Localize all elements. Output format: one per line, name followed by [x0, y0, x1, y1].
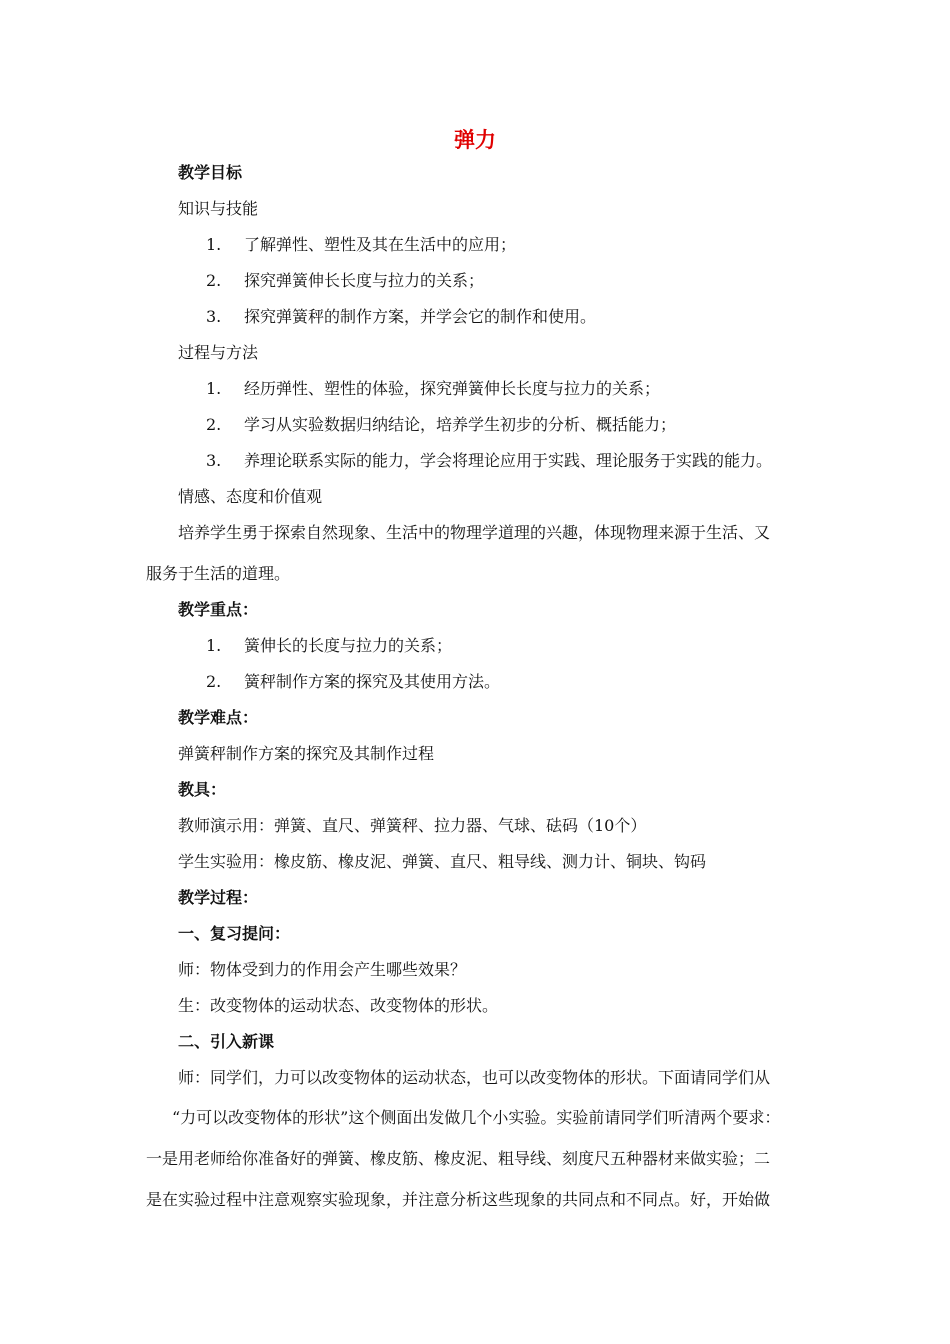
key-point-num: 1.	[206, 636, 222, 655]
emotion-text-line2: 服务于生活的道理。	[146, 564, 291, 583]
process-heading: 过程与方法	[178, 343, 259, 362]
tools-student: 学生实验用：橡皮筋、橡皮泥、弹簧、直尺、粗导线、测力计、铜块、钩码	[178, 852, 707, 871]
paragraph-line: 一是用老师给你准备好的弹簧、橡皮筋、橡皮泥、粗导线、刻度尺五种器材来做实验；二	[146, 1149, 771, 1168]
new-lesson-heading: 二、引入新课	[178, 1032, 275, 1051]
paragraph-line: 是在实验过程中注意观察实验现象，并注意分析这些现象的共同点和不同点。好，开始做	[146, 1190, 771, 1209]
knowledge-heading: 知识与技能	[178, 199, 259, 218]
process-item-num: 1.	[206, 379, 222, 398]
teaching-process-heading: 教学过程：	[178, 888, 259, 907]
student-answer: 生：改变物体的运动状态、改变物体的形状。	[178, 996, 499, 1015]
knowledge-item-num: 1.	[206, 235, 222, 254]
paragraph-line: “力可以改变物体的形状”这个侧面出发做几个小实验。实验前请同学们听清两个要求：	[172, 1108, 781, 1127]
tools-heading: 教具：	[178, 780, 227, 799]
key-point-text: 簧伸长的长度与拉力的关系；	[244, 636, 453, 655]
process-item-text: 学习从实验数据归纳结论，培养学生初步的分析、概括能力；	[244, 415, 677, 434]
teacher-question: 师：物体受到力的作用会产生哪些效果？	[178, 960, 467, 979]
knowledge-item-num: 2.	[206, 271, 222, 290]
knowledge-item-num: 3.	[206, 307, 222, 326]
knowledge-item-text: 探究弹簧伸长长度与拉力的关系；	[244, 271, 485, 290]
process-item-num: 2.	[206, 415, 222, 434]
process-item-text: 养理论联系实际的能力，学会将理论应用于实践、理论服务于实践的能力。	[244, 451, 773, 470]
difficulty-text: 弹簧秤制作方案的探究及其制作过程	[178, 744, 435, 763]
emotion-text-line1: 培养学生勇于探索自然现象、生活中的物理学道理的兴趣，体现物理来源于生活、又	[178, 523, 771, 542]
paragraph-line: 师：同学们，力可以改变物体的运动状态，也可以改变物体的形状。下面请同学们从	[178, 1068, 771, 1087]
review-heading: 一、复习提问：	[178, 924, 291, 943]
objectives-heading: 教学目标	[178, 163, 243, 182]
document-title: 弹力	[454, 128, 496, 152]
knowledge-item-text: 了解弹性、塑性及其在生活中的应用；	[244, 235, 517, 254]
emotion-heading: 情感、态度和价值观	[178, 487, 323, 506]
process-item-num: 3.	[206, 451, 222, 470]
tools-teacher: 教师演示用：弹簧、直尺、弹簧秤、拉力器、气球、砝码（10个）	[178, 816, 647, 835]
key-point-text: 簧秤制作方案的探究及其使用方法。	[244, 672, 501, 691]
knowledge-item-text: 探究弹簧秤的制作方案，并学会它的制作和使用。	[244, 307, 597, 326]
key-points-heading: 教学重点：	[178, 600, 259, 619]
difficulty-heading: 教学难点：	[178, 708, 259, 727]
process-item-text: 经历弹性、塑性的体验，探究弹簧伸长长度与拉力的关系；	[244, 379, 661, 398]
key-point-num: 2.	[206, 672, 222, 691]
